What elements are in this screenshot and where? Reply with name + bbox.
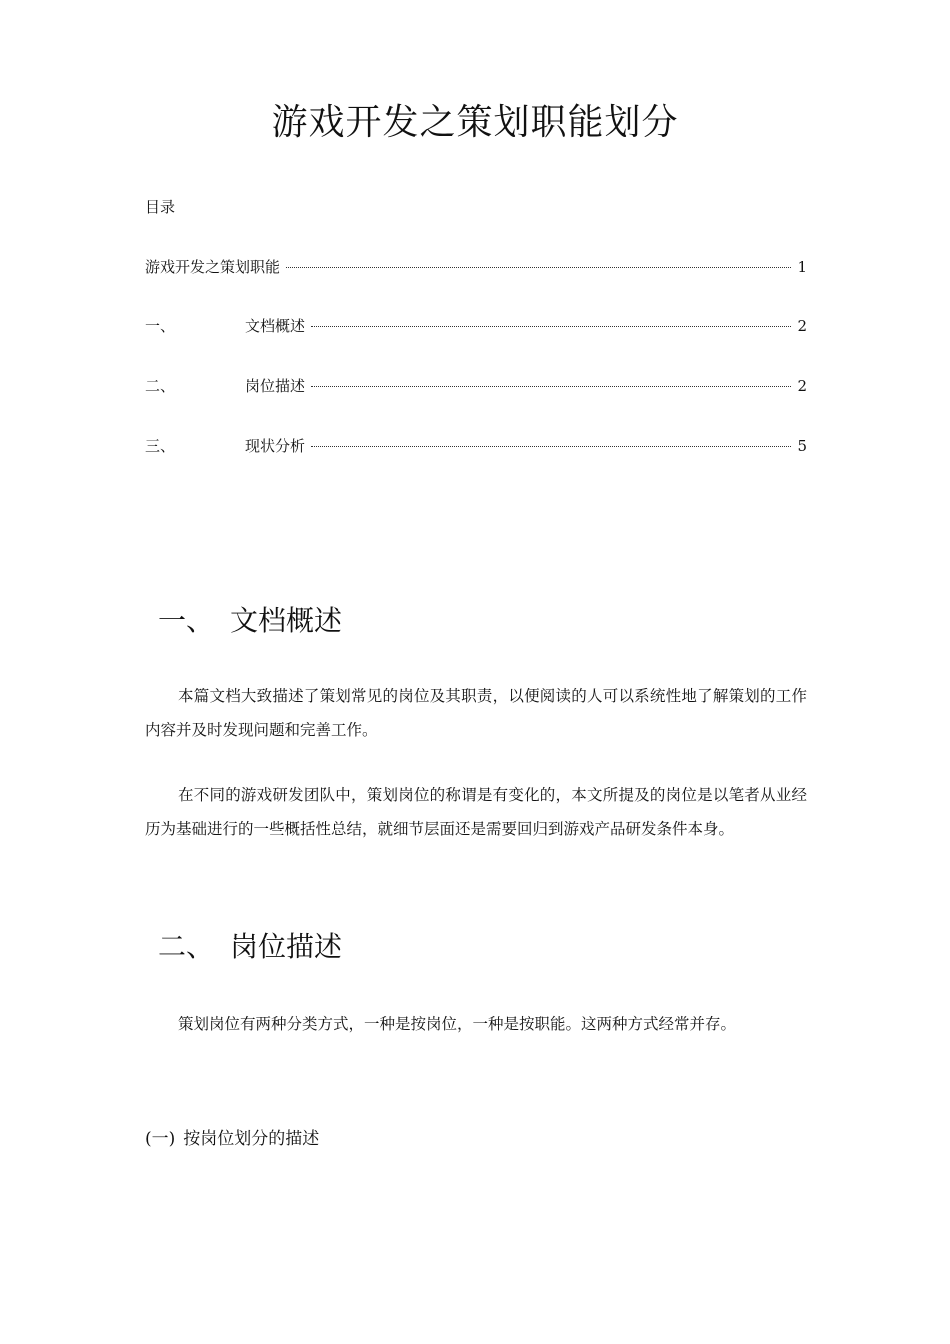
toc-entry-text: 现状分析	[245, 437, 306, 455]
toc-dot-leader	[311, 446, 791, 447]
toc-entry-number: 三、	[145, 437, 176, 455]
section-number: 一、	[158, 604, 215, 637]
section-number: 二、	[158, 930, 215, 963]
subsection-heading	[145, 1124, 319, 1154]
toc-entry-number: 二、	[145, 377, 176, 395]
toc-entry-page: 5	[797, 437, 807, 455]
section-title: 岗位描述	[230, 930, 343, 963]
toc-entry-text: 文档概述	[245, 317, 306, 335]
toc-entry[interactable]	[145, 256, 807, 278]
section-title: 文档概述	[230, 604, 343, 637]
subsection-title: 按岗位划分的描述	[183, 1129, 320, 1149]
section-heading	[158, 927, 342, 967]
toc-entry-number: 一、	[145, 317, 176, 335]
toc-dot-leader	[286, 267, 791, 268]
toc-entry-page: 2	[797, 377, 807, 395]
section-heading	[158, 601, 342, 641]
toc-heading: 目录	[145, 198, 176, 216]
paragraph: 在不同的游戏研发团队中，策划岗位的称谓是有变化的，本文所提及的岗位是以笔者从业经历为基础进行的一些概括性总结，就细节层面还是需要回归到游戏产品研发条件本身。	[145, 786, 807, 838]
toc-entry-page: 2	[797, 317, 807, 335]
toc-entry[interactable]	[145, 435, 807, 457]
toc-entry-page: 1	[797, 258, 807, 276]
paragraph: 本篇文档大致描述了策划常见的岗位及其职责，以便阅读的人可以系统性地了解策划的工作内容并及时发现问题和完善工作。	[145, 687, 807, 739]
paragraph: 策划岗位有两种分类方式，一种是按岗位，一种是按职能。这两种方式经常并存。	[178, 1015, 737, 1033]
toc-dot-leader	[311, 386, 791, 387]
toc-entry[interactable]	[145, 375, 807, 397]
document-title: 游戏开发之策划职能划分	[271, 102, 679, 143]
toc-entry[interactable]	[145, 315, 807, 337]
toc-entry-text: 游戏开发之策划职能	[145, 258, 281, 276]
subsection-number: (一)	[145, 1129, 176, 1149]
toc-entry-text: 岗位描述	[245, 377, 306, 395]
toc-dot-leader	[311, 326, 791, 327]
